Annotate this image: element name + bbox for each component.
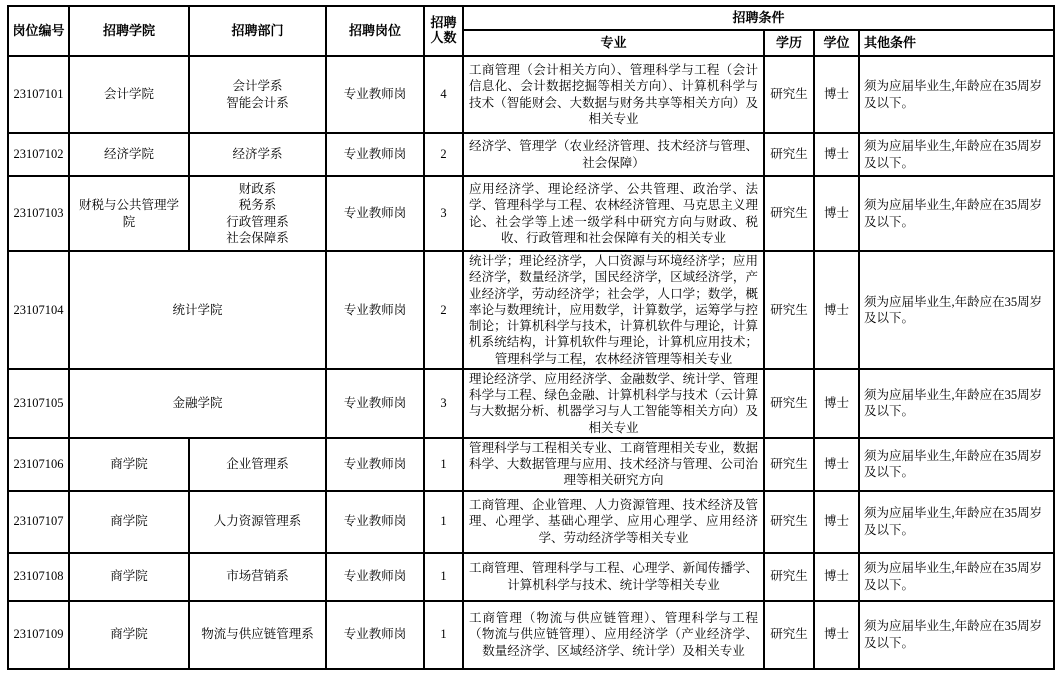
cell-other: 须为应届毕业生,年龄应在35周岁及以下。 bbox=[859, 438, 1054, 491]
department-line: 市场营销系 bbox=[226, 569, 289, 584]
cell-headcount: 4 bbox=[424, 56, 463, 133]
cell-degree: 博士 bbox=[814, 553, 859, 601]
cell-college: 经济学院 bbox=[69, 133, 189, 176]
cell-department bbox=[189, 491, 326, 553]
cell-headcount: 3 bbox=[424, 369, 463, 438]
department-line: 税务系 bbox=[238, 198, 277, 213]
col-header-position: 招聘岗位 bbox=[326, 6, 424, 56]
department-line: 智能会计系 bbox=[226, 95, 289, 110]
table-body bbox=[8, 56, 1054, 669]
cell-headcount: 1 bbox=[424, 553, 463, 601]
cell-position: 专业教师岗 bbox=[326, 553, 424, 601]
cell-degree: 博士 bbox=[814, 601, 859, 669]
header-row-1 bbox=[8, 6, 1054, 30]
cell-college: 商学院 bbox=[69, 601, 189, 669]
cell-degree: 博士 bbox=[814, 491, 859, 553]
cell-headcount: 3 bbox=[424, 176, 463, 251]
cell-degree: 博士 bbox=[814, 438, 859, 491]
col-header-degree: 学位 bbox=[814, 30, 859, 56]
cell-college: 商学院 bbox=[69, 491, 189, 553]
cell-other: 须为应届毕业生,年龄应在35周岁及以下。 bbox=[859, 251, 1054, 369]
cell-major: 工商管理、管理科学与工程、心理学、新闻传播学、计算机科学与技术、统计学等相关专业 bbox=[463, 553, 764, 601]
cell-major: 经济学、管理学（农业经济管理、技术经济与管理、社会保障） bbox=[463, 133, 764, 176]
cell-other: 须为应届毕业生,年龄应在35周岁及以下。 bbox=[859, 369, 1054, 438]
department-line: 行政管理系 bbox=[226, 214, 289, 229]
cell-department bbox=[189, 56, 326, 133]
cell-other: 须为应届毕业生,年龄应在35周岁及以下。 bbox=[859, 56, 1054, 133]
table-row bbox=[8, 601, 1054, 669]
cell-other: 须为应届毕业生,年龄应在35周岁及以下。 bbox=[859, 553, 1054, 601]
cell-department bbox=[189, 553, 326, 601]
cell-position-id: 23107109 bbox=[8, 601, 69, 669]
cell-headcount: 2 bbox=[424, 251, 463, 369]
department-line: 社会保障系 bbox=[226, 230, 289, 245]
cell-college: 商学院 bbox=[69, 438, 189, 491]
table-row bbox=[8, 176, 1054, 251]
table-row bbox=[8, 369, 1054, 438]
cell-major: 工商管理（会计相关方向）、管理科学与工程（会计信息化、会计数据挖掘等相关方向）、计算机科学与技术（智能财会、大数据与财务共享等相关方向）及相关专业 bbox=[463, 56, 764, 133]
col-header-major: 专业 bbox=[463, 30, 764, 56]
cell-position-id: 23107102 bbox=[8, 133, 69, 176]
cell-college-merged: 统计学院 bbox=[69, 251, 326, 369]
cell-college-merged: 金融学院 bbox=[69, 369, 326, 438]
cell-education: 研究生 bbox=[764, 251, 814, 369]
cell-position: 专业教师岗 bbox=[326, 133, 424, 176]
cell-position: 专业教师岗 bbox=[326, 251, 424, 369]
cell-college: 商学院 bbox=[69, 553, 189, 601]
recruitment-table bbox=[7, 5, 1055, 670]
cell-college: 会计学院 bbox=[69, 56, 189, 133]
department-line: 人力资源管理系 bbox=[213, 514, 302, 529]
col-header-position-id: 岗位编号 bbox=[8, 6, 69, 56]
col-header-department: 招聘部门 bbox=[189, 6, 326, 56]
cell-position-id: 23107105 bbox=[8, 369, 69, 438]
cell-department bbox=[189, 438, 326, 491]
table-row bbox=[8, 251, 1054, 369]
cell-headcount: 2 bbox=[424, 133, 463, 176]
table-row bbox=[8, 133, 1054, 176]
cell-degree: 博士 bbox=[814, 56, 859, 133]
cell-position: 专业教师岗 bbox=[326, 491, 424, 553]
cell-education: 研究生 bbox=[764, 56, 814, 133]
cell-position: 专业教师岗 bbox=[326, 176, 424, 251]
cell-position-id: 23107107 bbox=[8, 491, 69, 553]
cell-position-id: 23107106 bbox=[8, 438, 69, 491]
cell-department bbox=[189, 601, 326, 669]
cell-major: 统计学；理论经济学，人口资源与环境经济学；应用经济学，数量经济学，国民经济学，区域经济学，产业经济学，劳动经济学；社会学，人口学；数学，概率论与数理统计，应用数学，计算数学，运筹学与控制论；计算机科学与技术，计算机软件与理论，计算机系统结构，计算机软件与理论，计算机应用技术；管理科学与工程，农林经济管理等相关专业 bbox=[463, 251, 764, 369]
cell-education: 研究生 bbox=[764, 553, 814, 601]
cell-other: 须为应届毕业生,年龄应在35周岁及以下。 bbox=[859, 133, 1054, 176]
cell-position: 专业教师岗 bbox=[326, 56, 424, 133]
department-line: 会计学系 bbox=[232, 79, 283, 94]
table-row bbox=[8, 438, 1054, 491]
cell-education: 研究生 bbox=[764, 369, 814, 438]
cell-other: 须为应届毕业生,年龄应在35周岁及以下。 bbox=[859, 491, 1054, 553]
cell-other: 须为应届毕业生,年龄应在35周岁及以下。 bbox=[859, 601, 1054, 669]
table-header bbox=[8, 6, 1054, 56]
cell-position: 专业教师岗 bbox=[326, 601, 424, 669]
department-line: 物流与供应链管理系 bbox=[201, 627, 314, 642]
col-header-education: 学历 bbox=[764, 30, 814, 56]
col-header-headcount: 招聘人数 bbox=[424, 6, 463, 56]
cell-college: 财税与公共管理学院 bbox=[69, 176, 189, 251]
cell-department bbox=[189, 133, 326, 176]
cell-education: 研究生 bbox=[764, 176, 814, 251]
col-header-conditions: 招聘条件 bbox=[463, 6, 1054, 30]
cell-major: 管理科学与工程相关专业、工商管理相关专业，数据科学、大数据管理与应用、技术经济与管理、公司治理等相关研究方向 bbox=[463, 438, 764, 491]
cell-headcount: 1 bbox=[424, 491, 463, 553]
cell-education: 研究生 bbox=[764, 133, 814, 176]
cell-major: 理论经济学、应用经济学、金融数学、统计学、管理科学与工程、绿色金融、计算机科学与技术（云计算与大数据分析、机器学习与人工智能等相关方向）及相关专业 bbox=[463, 369, 764, 438]
cell-degree: 博士 bbox=[814, 133, 859, 176]
cell-major: 工商管理、企业管理、人力资源管理、技术经济及管理、心理学、基础心理学、应用心理学、应用经济学、劳动经济学等相关专业 bbox=[463, 491, 764, 553]
cell-education: 研究生 bbox=[764, 601, 814, 669]
cell-position-id: 23107104 bbox=[8, 251, 69, 369]
cell-education: 研究生 bbox=[764, 491, 814, 553]
cell-major: 应用经济学、理论经济学、公共管理、政治学、法学、管理科学与工程、农林经济管理、马克思主义理论、社会学等上述一级学科中研究方向与财政、税收、行政管理和社会保障有关的相关专业 bbox=[463, 176, 764, 251]
cell-position-id: 23107103 bbox=[8, 176, 69, 251]
cell-position-id: 23107101 bbox=[8, 56, 69, 133]
cell-headcount: 1 bbox=[424, 601, 463, 669]
cell-headcount: 1 bbox=[424, 438, 463, 491]
col-header-other: 其他条件 bbox=[859, 30, 1054, 56]
cell-other: 须为应届毕业生,年龄应在35周岁及以下。 bbox=[859, 176, 1054, 251]
department-line: 经济学系 bbox=[232, 147, 283, 162]
table-row bbox=[8, 56, 1054, 133]
cell-position-id: 23107108 bbox=[8, 553, 69, 601]
cell-department bbox=[189, 176, 326, 251]
department-line: 企业管理系 bbox=[226, 457, 289, 471]
cell-position: 专业教师岗 bbox=[326, 438, 424, 491]
cell-degree: 博士 bbox=[814, 251, 859, 369]
table-row bbox=[8, 491, 1054, 553]
cell-position: 专业教师岗 bbox=[326, 369, 424, 438]
cell-major: 工商管理（物流与供应链管理）、管理科学与工程（物流与供应链管理）、应用经济学（产业经济学、数量经济学、区域经济学、统计学）及相关专业 bbox=[463, 601, 764, 669]
table-row bbox=[8, 553, 1054, 601]
cell-education: 研究生 bbox=[764, 438, 814, 491]
col-header-college: 招聘学院 bbox=[69, 6, 189, 56]
cell-degree: 博士 bbox=[814, 369, 859, 438]
cell-degree: 博士 bbox=[814, 176, 859, 251]
department-line: 财政系 bbox=[238, 182, 277, 196]
